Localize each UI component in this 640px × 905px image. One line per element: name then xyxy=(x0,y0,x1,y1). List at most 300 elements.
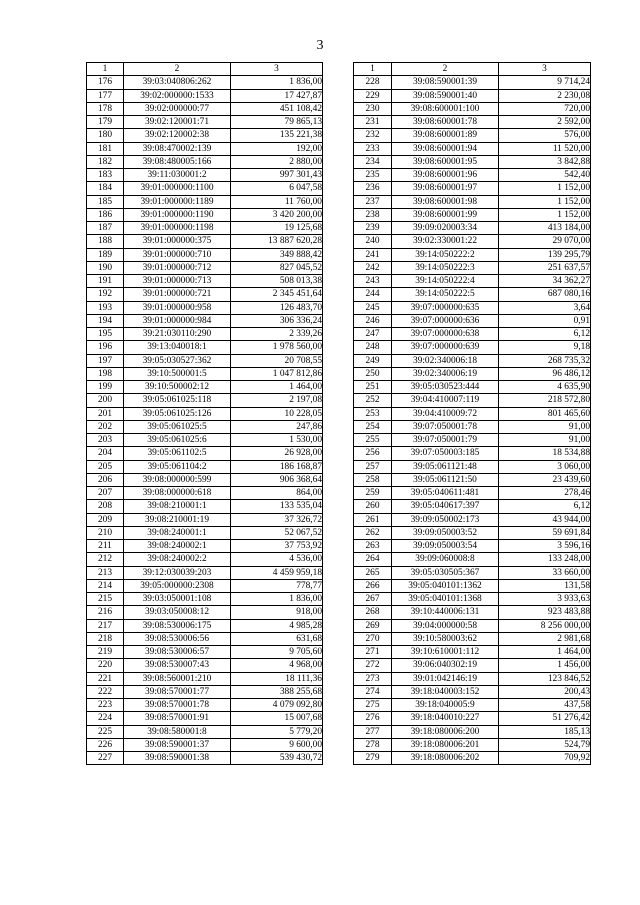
row-number-cell: 196 xyxy=(87,341,124,354)
value-cell: 34 362,27 xyxy=(499,275,591,288)
row-number-cell: 218 xyxy=(87,632,124,645)
row-number-cell: 238 xyxy=(354,208,392,221)
table-row xyxy=(87,341,323,354)
value-cell: 4 635,90 xyxy=(499,381,591,394)
cadastral-number-cell: 39:09:060008:8 xyxy=(392,553,499,566)
table-row xyxy=(87,738,323,751)
value-cell: 864,00 xyxy=(231,487,323,500)
value-cell: 2 339,26 xyxy=(231,328,323,341)
row-number-cell: 264 xyxy=(354,553,392,566)
row-number-cell: 202 xyxy=(87,420,124,433)
value-cell: 720,00 xyxy=(499,102,591,115)
table-row xyxy=(87,553,323,566)
table-row xyxy=(354,619,591,632)
value-cell: 37 753,92 xyxy=(231,540,323,553)
table-row xyxy=(87,606,323,619)
cadastral-number-cell: 39:18:040010:227 xyxy=(392,712,499,725)
value-cell: 2 592,00 xyxy=(499,116,591,129)
table-row xyxy=(354,447,591,460)
cadastral-number-cell: 39:08:600001:89 xyxy=(392,129,499,142)
value-cell: 186 168,87 xyxy=(231,460,323,473)
cadastral-number-cell: 39:05:030527:362 xyxy=(124,354,231,367)
cadastral-number-cell: 39:05:040617:397 xyxy=(392,500,499,513)
table-row xyxy=(87,447,323,460)
row-number-cell: 193 xyxy=(87,301,124,314)
column-header-number: 1 xyxy=(87,63,124,76)
row-number-cell: 192 xyxy=(87,288,124,301)
cadastral-number-cell: 39:08:530007:43 xyxy=(124,659,231,672)
value-cell: 1 530,00 xyxy=(231,434,323,447)
value-cell: 11 520,00 xyxy=(499,142,591,155)
table-row xyxy=(87,208,323,221)
row-number-cell: 242 xyxy=(354,261,392,274)
cadastral-number-cell: 39:01:000000:712 xyxy=(124,261,231,274)
table-row xyxy=(354,460,591,473)
row-number-cell: 182 xyxy=(87,155,124,168)
value-cell: 52 067,52 xyxy=(231,526,323,539)
cadastral-number-cell: 39:18:080006:201 xyxy=(392,738,499,751)
cadastral-number-cell: 39:08:590001:40 xyxy=(392,89,499,102)
value-cell: 26 928,00 xyxy=(231,447,323,460)
cadastral-number-cell: 39:05:040611:481 xyxy=(392,487,499,500)
value-cell: 827 045,52 xyxy=(231,261,323,274)
table-row xyxy=(87,487,323,500)
value-cell: 15 007,68 xyxy=(231,712,323,725)
row-number-cell: 237 xyxy=(354,195,392,208)
table-row xyxy=(87,314,323,327)
cadastral-number-cell: 39:05:061025:126 xyxy=(124,407,231,420)
row-number-cell: 277 xyxy=(354,725,392,738)
row-number-cell: 244 xyxy=(354,288,392,301)
value-cell: 135 221,38 xyxy=(231,129,323,142)
row-number-cell: 235 xyxy=(354,169,392,182)
cadastral-number-cell: 39:09:020003:34 xyxy=(392,222,499,235)
cadastral-number-cell: 39:12:030039:203 xyxy=(124,566,231,579)
value-cell: 576,00 xyxy=(499,129,591,142)
value-cell: 23 439,60 xyxy=(499,473,591,486)
cadastral-number-cell: 39:18:080006:200 xyxy=(392,725,499,738)
table-row xyxy=(354,314,591,327)
value-cell: 4 079 092,80 xyxy=(231,699,323,712)
cadastral-number-cell: 39:01:000000:984 xyxy=(124,314,231,327)
cadastral-number-cell: 39:08:530006:57 xyxy=(124,646,231,659)
value-cell: 997 301,43 xyxy=(231,169,323,182)
value-cell: 349 888,42 xyxy=(231,248,323,261)
row-number-cell: 275 xyxy=(354,699,392,712)
row-number-cell: 276 xyxy=(354,712,392,725)
cadastral-number-cell: 39:08:000000:599 xyxy=(124,473,231,486)
cadastral-number-cell: 39:07:000000:636 xyxy=(392,314,499,327)
value-cell: 3 842,88 xyxy=(499,155,591,168)
row-number-cell: 273 xyxy=(354,672,392,685)
table-row xyxy=(354,248,591,261)
value-cell: 59 691,84 xyxy=(499,526,591,539)
cadastral-number-cell: 39:05:030505:367 xyxy=(392,566,499,579)
cadastral-number-cell: 39:08:240001:1 xyxy=(124,526,231,539)
table-row xyxy=(87,712,323,725)
table-row xyxy=(354,394,591,407)
row-number-cell: 272 xyxy=(354,659,392,672)
table-row xyxy=(354,381,591,394)
cadastral-number-cell: 39:01:000000:713 xyxy=(124,275,231,288)
row-number-cell: 190 xyxy=(87,261,124,274)
table-row xyxy=(354,275,591,288)
table-row xyxy=(354,500,591,513)
row-number-cell: 194 xyxy=(87,314,124,327)
row-number-cell: 189 xyxy=(87,248,124,261)
cadastral-number-cell: 39:08:600001:96 xyxy=(392,169,499,182)
row-number-cell: 229 xyxy=(354,89,392,102)
value-cell: 923 483,88 xyxy=(499,606,591,619)
row-number-cell: 268 xyxy=(354,606,392,619)
table-row xyxy=(87,699,323,712)
row-number-cell: 176 xyxy=(87,76,124,89)
row-number-cell: 203 xyxy=(87,434,124,447)
cadastral-number-cell: 39:02:000000:1533 xyxy=(124,89,231,102)
row-number-cell: 258 xyxy=(354,473,392,486)
value-cell: 1 047 812,86 xyxy=(231,367,323,380)
table-row xyxy=(87,102,323,115)
table-row xyxy=(354,487,591,500)
table-row xyxy=(87,672,323,685)
table-row xyxy=(354,261,591,274)
value-cell: 2 880,00 xyxy=(231,155,323,168)
table-row xyxy=(87,328,323,341)
cadastral-number-cell: 39:01:042146:19 xyxy=(392,672,499,685)
cadastral-number-cell: 39:08:570001:77 xyxy=(124,685,231,698)
cadastral-number-cell: 39:18:040005:9 xyxy=(392,699,499,712)
cadastral-number-cell: 39:09:050003:54 xyxy=(392,540,499,553)
row-number-cell: 251 xyxy=(354,381,392,394)
cadastral-number-cell: 39:05:061104:2 xyxy=(124,460,231,473)
page-number: 3 xyxy=(316,38,324,53)
row-number-cell: 191 xyxy=(87,275,124,288)
value-cell: 3 420 200,00 xyxy=(231,208,323,221)
cadastral-number-cell: 39:08:480005:166 xyxy=(124,155,231,168)
table-row xyxy=(354,725,591,738)
row-number-cell: 186 xyxy=(87,208,124,221)
row-number-cell: 187 xyxy=(87,222,124,235)
row-number-cell: 200 xyxy=(87,394,124,407)
table-row xyxy=(354,606,591,619)
row-number-cell: 208 xyxy=(87,500,124,513)
row-number-cell: 271 xyxy=(354,646,392,659)
row-number-cell: 279 xyxy=(354,752,392,765)
row-number-cell: 253 xyxy=(354,407,392,420)
row-number-cell: 274 xyxy=(354,685,392,698)
cadastral-number-cell: 39:08:570001:91 xyxy=(124,712,231,725)
cadastral-number-cell: 39:13:040018:1 xyxy=(124,341,231,354)
cadastral-number-cell: 39:05:061121:48 xyxy=(392,460,499,473)
cadastral-number-cell: 39:14:050222:2 xyxy=(392,248,499,261)
table-row xyxy=(354,102,591,115)
row-number-cell: 222 xyxy=(87,685,124,698)
row-number-cell: 219 xyxy=(87,646,124,659)
cadastral-number-cell: 39:08:600001:100 xyxy=(392,102,499,115)
cadastral-number-cell: 39:01:000000:1190 xyxy=(124,208,231,221)
value-cell: 8 256 000,00 xyxy=(499,619,591,632)
row-number-cell: 214 xyxy=(87,579,124,592)
value-cell: 20 708,55 xyxy=(231,354,323,367)
cadastral-number-cell: 39:02:330001:22 xyxy=(392,235,499,248)
cadastral-number-cell: 39:02:340006:18 xyxy=(392,354,499,367)
row-number-cell: 216 xyxy=(87,606,124,619)
cadastral-number-cell: 39:08:210001:19 xyxy=(124,513,231,526)
row-number-cell: 188 xyxy=(87,235,124,248)
table-row xyxy=(354,752,591,765)
value-cell: 3 933,63 xyxy=(499,593,591,606)
value-cell: 1 836,00 xyxy=(231,593,323,606)
row-number-cell: 183 xyxy=(87,169,124,182)
cadastral-number-cell: 39:08:600001:78 xyxy=(392,116,499,129)
table-row xyxy=(87,434,323,447)
row-number-cell: 243 xyxy=(354,275,392,288)
value-cell: 18 111,36 xyxy=(231,672,323,685)
row-number-cell: 209 xyxy=(87,513,124,526)
cadastral-number-cell: 39:07:050001:79 xyxy=(392,434,499,447)
cadastral-number-cell: 39:14:050222:3 xyxy=(392,261,499,274)
value-cell: 79 865,13 xyxy=(231,116,323,129)
value-cell: 91,00 xyxy=(499,420,591,433)
cadastral-number-cell: 39:08:590001:39 xyxy=(392,76,499,89)
table-row xyxy=(87,235,323,248)
row-number-cell: 177 xyxy=(87,89,124,102)
value-cell: 4 985,28 xyxy=(231,619,323,632)
table-row xyxy=(87,646,323,659)
row-number-cell: 185 xyxy=(87,195,124,208)
cadastral-number-cell: 39:04:000000:58 xyxy=(392,619,499,632)
value-cell: 9 600,00 xyxy=(231,738,323,751)
row-number-cell: 224 xyxy=(87,712,124,725)
table-row xyxy=(87,367,323,380)
row-number-cell: 259 xyxy=(354,487,392,500)
table-row xyxy=(354,235,591,248)
cadastral-number-cell: 39:09:050002:173 xyxy=(392,513,499,526)
cadastral-number-cell: 39:08:530006:175 xyxy=(124,619,231,632)
table-row xyxy=(354,182,591,195)
table-row xyxy=(354,699,591,712)
row-number-cell: 220 xyxy=(87,659,124,672)
row-number-cell: 195 xyxy=(87,328,124,341)
cadastral-number-cell: 39:02:340006:19 xyxy=(392,367,499,380)
row-number-cell: 265 xyxy=(354,566,392,579)
table-row xyxy=(354,672,591,685)
value-cell: 709,92 xyxy=(499,752,591,765)
row-number-cell: 234 xyxy=(354,155,392,168)
table-row xyxy=(87,460,323,473)
cadastral-number-cell: 39:05:030523:444 xyxy=(392,381,499,394)
row-number-cell: 255 xyxy=(354,434,392,447)
table-row xyxy=(87,155,323,168)
table-row xyxy=(354,129,591,142)
row-number-cell: 236 xyxy=(354,182,392,195)
table-row xyxy=(87,632,323,645)
row-number-cell: 256 xyxy=(354,447,392,460)
table-row xyxy=(354,76,591,89)
column-header-cadastral: 2 xyxy=(124,63,231,76)
cadastral-number-cell: 39:10:580003:62 xyxy=(392,632,499,645)
table-row xyxy=(354,328,591,341)
row-number-cell: 239 xyxy=(354,222,392,235)
value-cell: 0,91 xyxy=(499,314,591,327)
cadastral-number-cell: 39:01:000000:1189 xyxy=(124,195,231,208)
value-cell: 3,64 xyxy=(499,301,591,314)
value-cell: 123 846,52 xyxy=(499,672,591,685)
table-row xyxy=(354,301,591,314)
cadastral-number-cell: 39:05:061102:5 xyxy=(124,447,231,460)
value-cell: 3 060,00 xyxy=(499,460,591,473)
table-row xyxy=(87,593,323,606)
value-cell: 51 276,42 xyxy=(499,712,591,725)
table-row xyxy=(354,513,591,526)
table-row xyxy=(354,526,591,539)
column-header-value: 3 xyxy=(231,63,323,76)
value-cell: 1 152,00 xyxy=(499,195,591,208)
table-row xyxy=(87,195,323,208)
value-cell: 306 336,24 xyxy=(231,314,323,327)
cadastral-number-cell: 39:05:061025:5 xyxy=(124,420,231,433)
table-row xyxy=(354,222,591,235)
table-row xyxy=(354,155,591,168)
row-number-cell: 211 xyxy=(87,540,124,553)
row-number-cell: 212 xyxy=(87,553,124,566)
table-row xyxy=(87,169,323,182)
value-cell: 4 968,00 xyxy=(231,659,323,672)
table-header-row xyxy=(87,63,323,76)
table-row xyxy=(87,420,323,433)
cadastral-number-cell: 39:02:120002:38 xyxy=(124,129,231,142)
table-row xyxy=(87,301,323,314)
table-row xyxy=(354,540,591,553)
row-number-cell: 231 xyxy=(354,116,392,129)
cadastral-number-cell: 39:18:080006:202 xyxy=(392,752,499,765)
row-number-cell: 198 xyxy=(87,367,124,380)
table-row xyxy=(354,659,591,672)
row-number-cell: 250 xyxy=(354,367,392,380)
value-cell: 539 430,72 xyxy=(231,752,323,765)
value-cell: 6,12 xyxy=(499,328,591,341)
cadastral-number-cell: 39:14:050222:4 xyxy=(392,275,499,288)
row-number-cell: 252 xyxy=(354,394,392,407)
row-number-cell: 221 xyxy=(87,672,124,685)
row-number-cell: 199 xyxy=(87,381,124,394)
table-row xyxy=(354,434,591,447)
table-row xyxy=(87,275,323,288)
value-cell: 1 152,00 xyxy=(499,208,591,221)
row-number-cell: 266 xyxy=(354,579,392,592)
value-cell: 192,00 xyxy=(231,142,323,155)
table-row xyxy=(87,354,323,367)
value-cell: 9 714,24 xyxy=(499,76,591,89)
column-header-cadastral: 2 xyxy=(392,63,499,76)
row-number-cell: 179 xyxy=(87,116,124,129)
cadastral-number-cell: 39:08:530006:56 xyxy=(124,632,231,645)
value-cell: 17 427,87 xyxy=(231,89,323,102)
value-cell: 801 465,60 xyxy=(499,407,591,420)
row-number-cell: 245 xyxy=(354,301,392,314)
row-number-cell: 262 xyxy=(354,526,392,539)
table-row xyxy=(87,566,323,579)
row-number-cell: 257 xyxy=(354,460,392,473)
cadastral-number-cell: 39:01:000000:958 xyxy=(124,301,231,314)
cadastral-number-cell: 39:05:061025:118 xyxy=(124,394,231,407)
value-cell: 126 483,70 xyxy=(231,301,323,314)
cadastral-number-cell: 39:08:600001:98 xyxy=(392,195,499,208)
value-cell: 508 013,38 xyxy=(231,275,323,288)
table-row xyxy=(354,593,591,606)
value-cell: 6 047,58 xyxy=(231,182,323,195)
cadastral-number-cell: 39:11:030001:2 xyxy=(124,169,231,182)
table-row xyxy=(87,248,323,261)
row-number-cell: 197 xyxy=(87,354,124,367)
cadastral-number-cell: 39:04:410007:119 xyxy=(392,394,499,407)
row-number-cell: 270 xyxy=(354,632,392,645)
value-cell: 542,40 xyxy=(499,169,591,182)
table-row xyxy=(354,407,591,420)
cadastral-number-cell: 39:08:600001:99 xyxy=(392,208,499,221)
table-row xyxy=(87,76,323,89)
value-cell: 778,77 xyxy=(231,579,323,592)
cadastral-number-cell: 39:14:050222:5 xyxy=(392,288,499,301)
row-number-cell: 206 xyxy=(87,473,124,486)
table-row xyxy=(87,500,323,513)
table-row xyxy=(354,208,591,221)
table-row xyxy=(354,142,591,155)
cadastral-number-cell: 39:08:580001:8 xyxy=(124,725,231,738)
value-cell: 1 152,00 xyxy=(499,182,591,195)
row-number-cell: 227 xyxy=(87,752,124,765)
table-row xyxy=(87,540,323,553)
value-cell: 131,58 xyxy=(499,579,591,592)
row-number-cell: 213 xyxy=(87,566,124,579)
value-cell: 451 108,42 xyxy=(231,102,323,115)
table-row xyxy=(87,513,323,526)
table-row xyxy=(87,685,323,698)
value-cell: 9 705,60 xyxy=(231,646,323,659)
cadastral-number-cell: 39:10:440006:131 xyxy=(392,606,499,619)
row-number-cell: 241 xyxy=(354,248,392,261)
row-number-cell: 278 xyxy=(354,738,392,751)
cadastral-number-cell: 39:08:240002:2 xyxy=(124,553,231,566)
cadastral-number-cell: 39:08:240002:1 xyxy=(124,540,231,553)
value-cell: 218 572,80 xyxy=(499,394,591,407)
table-row xyxy=(354,89,591,102)
value-cell: 33 660,00 xyxy=(499,566,591,579)
table-row xyxy=(87,89,323,102)
cadastral-number-cell: 39:08:590001:38 xyxy=(124,752,231,765)
table-row xyxy=(354,420,591,433)
value-cell: 1 464,00 xyxy=(231,381,323,394)
value-cell: 185,13 xyxy=(499,725,591,738)
cadastral-number-cell: 39:01:000000:375 xyxy=(124,235,231,248)
value-cell: 9,18 xyxy=(499,341,591,354)
table-row xyxy=(354,738,591,751)
cadastral-number-cell: 39:01:000000:1198 xyxy=(124,222,231,235)
value-cell: 4 459 959,18 xyxy=(231,566,323,579)
table-row xyxy=(87,394,323,407)
value-cell: 43 944,00 xyxy=(499,513,591,526)
row-number-cell: 267 xyxy=(354,593,392,606)
cadastral-number-cell: 39:02:120001:71 xyxy=(124,116,231,129)
table-row xyxy=(354,354,591,367)
table-row xyxy=(87,619,323,632)
row-number-cell: 205 xyxy=(87,460,124,473)
value-cell: 388 255,68 xyxy=(231,685,323,698)
table-row xyxy=(87,182,323,195)
value-cell: 133 248,00 xyxy=(499,553,591,566)
row-number-cell: 226 xyxy=(87,738,124,751)
table-row xyxy=(354,195,591,208)
